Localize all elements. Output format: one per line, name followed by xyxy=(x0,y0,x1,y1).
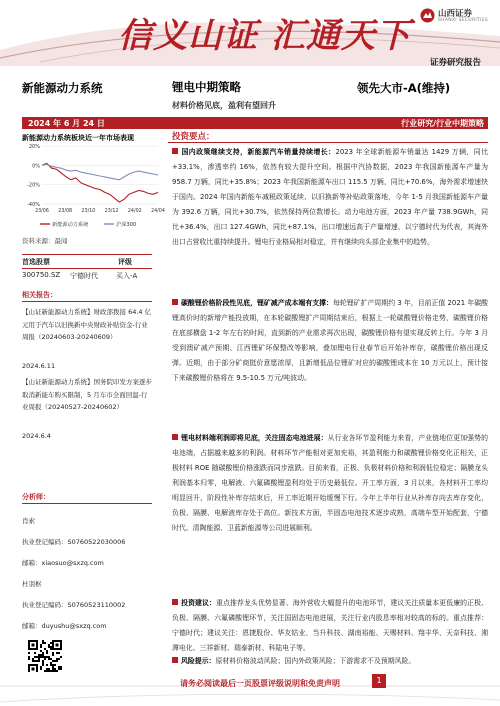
qr-module xyxy=(40,666,42,668)
qr-module xyxy=(56,658,58,660)
qr-module xyxy=(42,640,44,642)
qr-module xyxy=(44,648,46,650)
qr-module xyxy=(52,664,54,666)
investment-paragraph xyxy=(172,654,488,669)
square-bullet-icon xyxy=(172,434,178,440)
qr-module xyxy=(28,658,30,660)
qr-module xyxy=(52,666,54,668)
investment-paragraph xyxy=(172,145,488,250)
chart-xtick-label: 23/12 xyxy=(104,209,119,214)
paragraph-lead: 风险提示： xyxy=(181,657,216,665)
qr-module xyxy=(48,656,50,658)
chart-ytick-label: -20% xyxy=(27,182,40,189)
investment-paragraph xyxy=(172,296,488,386)
qr-module xyxy=(42,654,44,656)
qr-module xyxy=(52,668,54,670)
report-title: 锂电中期策略 xyxy=(172,80,241,94)
qr-module xyxy=(46,652,48,654)
qr-module xyxy=(58,668,60,670)
square-bullet-icon xyxy=(172,148,178,154)
qr-module xyxy=(44,642,46,644)
qr-module xyxy=(28,656,30,658)
paragraph-body: 2023 年全球新能源车销量达 1429 万辆，同比+33.1%，渗透率约 16%，依然有较大提升空间。根据中汽协数据，2023 年我国新能源车产量为 958.7 万辆，同比+35.8%；2023 年我国新能源车出口 115.5 万辆，同比+70.6%，海外需求增速快于国内。2024 年国内新能车减税政策延续、以旧换新等补贴政策落地，今年 1-5 月我国新能源车产量为 392.6 万辆，同比+30.7%，依然保持两位数增长。动力电池方面，2023 年产量 738.9GWh，同比+36.4%，出口 127.4GWh，同比+87.1%，出口增速远高于产量增速，以宁德时代为代表，其海外出口占营收比重持续提升。锂电行业格局相对稳定，并有继续向头部企业集中的趋势。 xyxy=(172,148,488,246)
qr-module xyxy=(56,660,58,662)
qr-module xyxy=(42,642,44,644)
qr-module xyxy=(60,666,62,668)
qr-module xyxy=(58,658,60,660)
qr-module xyxy=(52,654,54,656)
chart-xtick-label: 24/02 xyxy=(127,209,142,214)
analyst-cert: 执业登记编码：S0760523110002 xyxy=(22,601,126,609)
stock-rating: 买入-A xyxy=(116,272,138,280)
qr-module xyxy=(38,660,40,662)
qr-module xyxy=(60,668,62,670)
analyst-name: 杜羽枢 xyxy=(22,580,42,588)
related-reports-title: 相关报告： xyxy=(22,291,57,299)
qr-module xyxy=(42,660,44,662)
qr-module xyxy=(50,662,52,664)
qr-module xyxy=(50,646,52,648)
qr-module xyxy=(54,660,56,662)
shanxi-securities-logo-icon xyxy=(420,8,435,23)
stock-name: 宁德时代 xyxy=(70,272,98,280)
investment-paragraph xyxy=(172,596,488,656)
qr-module xyxy=(46,668,48,670)
qr-module xyxy=(32,660,34,662)
analyst-email[interactable]: 邮箱：xiaosuo@sxzq.com xyxy=(22,559,104,567)
qr-module xyxy=(40,668,42,670)
qr-module xyxy=(50,658,52,660)
square-bullet-icon xyxy=(172,657,178,663)
stock-table-header-rating: 评级 xyxy=(118,258,132,266)
stock-table-header-rule xyxy=(22,268,152,269)
qr-module xyxy=(46,664,48,666)
related-report-date: 2024.6.11 xyxy=(22,362,56,370)
qr-module xyxy=(34,652,36,654)
qr-module xyxy=(48,658,50,660)
banner-slogan: 信义山证 汇通天下 xyxy=(118,16,411,56)
qr-module xyxy=(44,658,46,660)
data-source: 资料来源：最闻 xyxy=(22,237,68,245)
qr-finder-core xyxy=(32,668,35,671)
logo-subtext: SHANXI SECURITIES xyxy=(438,18,488,23)
qr-module xyxy=(44,656,46,658)
qr-module xyxy=(32,658,34,660)
chart-ytick-label: -40% xyxy=(27,202,40,208)
industry-name: 新能源动力系统 xyxy=(22,81,103,95)
qr-module xyxy=(60,656,62,658)
qr-module xyxy=(40,646,42,648)
qr-module xyxy=(54,664,56,666)
qr-module xyxy=(48,644,50,646)
paragraph-body: 从行业各环节盈利能力来看，产业链地位更加强势的电池端，占据越来越多的利润。材料环节产能相对更加充裕，其盈利能力和碳酸锂价格变化正相关，正极材料 ROE 随碳酸锂价格涨跌而同步涨跌。目前来看，正极、负极材料价格和利润低位稳定；隔膜龙头利润基本归零，电解液、六氟磷酸锂盈利均处于历史最低位。开工率方面，3 月以来，各材料开工率均明显回升，阶段性补库存结束后，开工率近期开始缓慢下行。今年上半年行业从补库存向去库存变化，负极、隔膜、电解液库存处于高位。新技术方面，半固态电池技术逐步成熟，高端车型开始配套，宁德时代、清陶能源、卫蓝新能源等公司进展顺利。 xyxy=(172,434,488,532)
investment-points-rule xyxy=(168,142,488,143)
paragraph-lead: 锂电材料端利润即将见底，关注固态电池进展： xyxy=(181,434,328,442)
qr-module xyxy=(34,656,36,658)
paragraph-lead: 国内政策继续支持，新能源汽车销量持续增长： xyxy=(181,148,336,156)
chart-series-line xyxy=(42,163,158,202)
industry-rating: 领先大市-A(维持) xyxy=(357,81,451,95)
qr-module xyxy=(50,664,52,666)
stock-table-header-stock: 首选股票 xyxy=(22,258,50,266)
qr-module xyxy=(58,652,60,654)
qr-module xyxy=(54,668,56,670)
report-category: 行业研究/行业中期策略 xyxy=(401,119,484,128)
paragraph-lead: 投资建议： xyxy=(181,599,216,607)
analysts-title: 分析师： xyxy=(22,493,50,501)
qr-module xyxy=(38,654,40,656)
analysts-rule xyxy=(22,503,152,504)
qr-module xyxy=(58,666,60,668)
qr-module xyxy=(50,642,52,644)
qr-finder-core xyxy=(56,644,59,647)
market-performance-chart xyxy=(22,142,165,230)
qr-module xyxy=(36,656,38,658)
qr-module xyxy=(52,652,54,654)
top-banner xyxy=(0,0,500,66)
qr-module xyxy=(38,656,40,658)
qr-code-icon[interactable] xyxy=(28,640,62,674)
chart-ytick-label: 0% xyxy=(32,163,40,170)
qr-module xyxy=(48,668,50,670)
qr-module xyxy=(42,652,44,654)
analyst-name: 肖索 xyxy=(22,517,35,525)
qr-module xyxy=(50,648,52,650)
related-report-item[interactable]: 【山证新能源动力系统】财政部拨接 64.4 亿元用于汽车以旧换新中央财政补贴资金-行业周报（20240603-20240609） xyxy=(22,308,152,341)
related-report-date: 2024.6.4 xyxy=(22,432,51,440)
paragraph-body: 每轮锂矿扩产周期约 3 年，目前正值 2021 年碳酸锂高价时的新增产能投放期，在本轮碳酸锂扩产周期结束后，根据上一轮碳酸锂价格走势，碳酸锂价格在底部横盘 1-2 年左右的时间，直到新的产业需求再次出现，碳酸锂价格有望实现反转上行。今年 3 月受到澳矿减产预期、江西锂矿环保整改等影响，叠加锂电行业春节后开始补库存，碳酸锂价格出现反弹。近期，由于部分矿商挺价意愿浓厚，且新增低品位锂矿对应的碳酸锂成本在 10 万元以上，预计接下来碳酸锂价格将在 9.5-10.5 万元/吨波动。 xyxy=(172,299,488,382)
related-reports-rule xyxy=(22,301,152,302)
chart-legend-label: 新能源动力系统 xyxy=(52,222,89,228)
qr-module xyxy=(38,658,40,660)
qr-module xyxy=(56,652,58,654)
analyst-email[interactable]: 邮箱：duyushu@sxzq.com xyxy=(22,622,107,630)
qr-module xyxy=(42,656,44,658)
chart-title: 新能源动力系统板块近一年市场表现 xyxy=(22,134,134,142)
square-bullet-icon xyxy=(172,299,178,305)
qr-module xyxy=(52,660,54,662)
qr-module xyxy=(40,656,42,658)
qr-module xyxy=(40,644,42,646)
report-type: 证券研究报告 xyxy=(430,58,482,68)
investment-points-title: 投资要点： xyxy=(172,132,215,142)
paragraph-lead: 碳酸锂价格阶段性见底，锂矿减产成本端有支撑： xyxy=(181,299,333,307)
qr-module xyxy=(36,660,38,662)
stock-table-top-rule xyxy=(22,254,152,255)
qr-module xyxy=(40,654,42,656)
qr-module xyxy=(42,662,44,664)
analyst-cert: 执业登记编码：S0760522030006 xyxy=(22,538,126,546)
qr-finder-core xyxy=(32,644,35,647)
paragraph-body: 原材料价格波动风险；国内外政策风险；下游需求不及预期风险。 xyxy=(215,657,416,665)
logo-text: 山西证券 xyxy=(438,9,473,19)
chart-xtick-label: 24/04 xyxy=(151,209,165,214)
page-number: 1 xyxy=(372,674,386,688)
related-report-item[interactable]: 【山证新能源动力系统】国务院印发方案逐步取消新能车购买限制，5 月车市全面回温-行业周报（20240527-20240602） xyxy=(22,378,152,411)
qr-module xyxy=(28,652,30,654)
chart-ytick-label: 20% xyxy=(28,144,40,150)
paragraph-body: 重点推荐龙头优势显著、海外营收大幅提升的电池环节，建议关注质量本更低廉的正极、负极、隔膜、六氟磷酸锂环节，关注国固态电池进展，关注行业内股息率相对较高的标的。重点推荐：宁德时代；建议关注：恩捷股份、华友钴业、当升科技、湖南裕能、天赐材料、翔丰华、天奈科技、湘潭电化、三祥新材、瑞泰新材、科陆电子等。 xyxy=(172,599,489,652)
footer-disclaimer: 请务必阅读最后一页股票评级说明和免责声明 xyxy=(180,679,340,688)
chart-xtick-label: 23/10 xyxy=(81,209,96,214)
qr-module xyxy=(48,646,50,648)
chart-xtick-label: 23/06 xyxy=(35,209,49,214)
chart-xtick-label: 23/08 xyxy=(58,209,73,214)
report-subtitle: 材料价格见底，盈利有望回升 xyxy=(172,101,276,110)
report-date: 2024 年 6 月 24 日 xyxy=(28,119,105,128)
investment-paragraph xyxy=(172,431,488,536)
chart-legend-label: 沪深300 xyxy=(116,222,137,228)
square-bullet-icon xyxy=(172,599,178,605)
qr-module xyxy=(46,656,48,658)
qr-module xyxy=(34,660,36,662)
qr-module xyxy=(42,664,44,666)
qr-module xyxy=(46,650,48,652)
stock-code: 300750.SZ xyxy=(22,271,61,279)
qr-module xyxy=(40,650,42,652)
